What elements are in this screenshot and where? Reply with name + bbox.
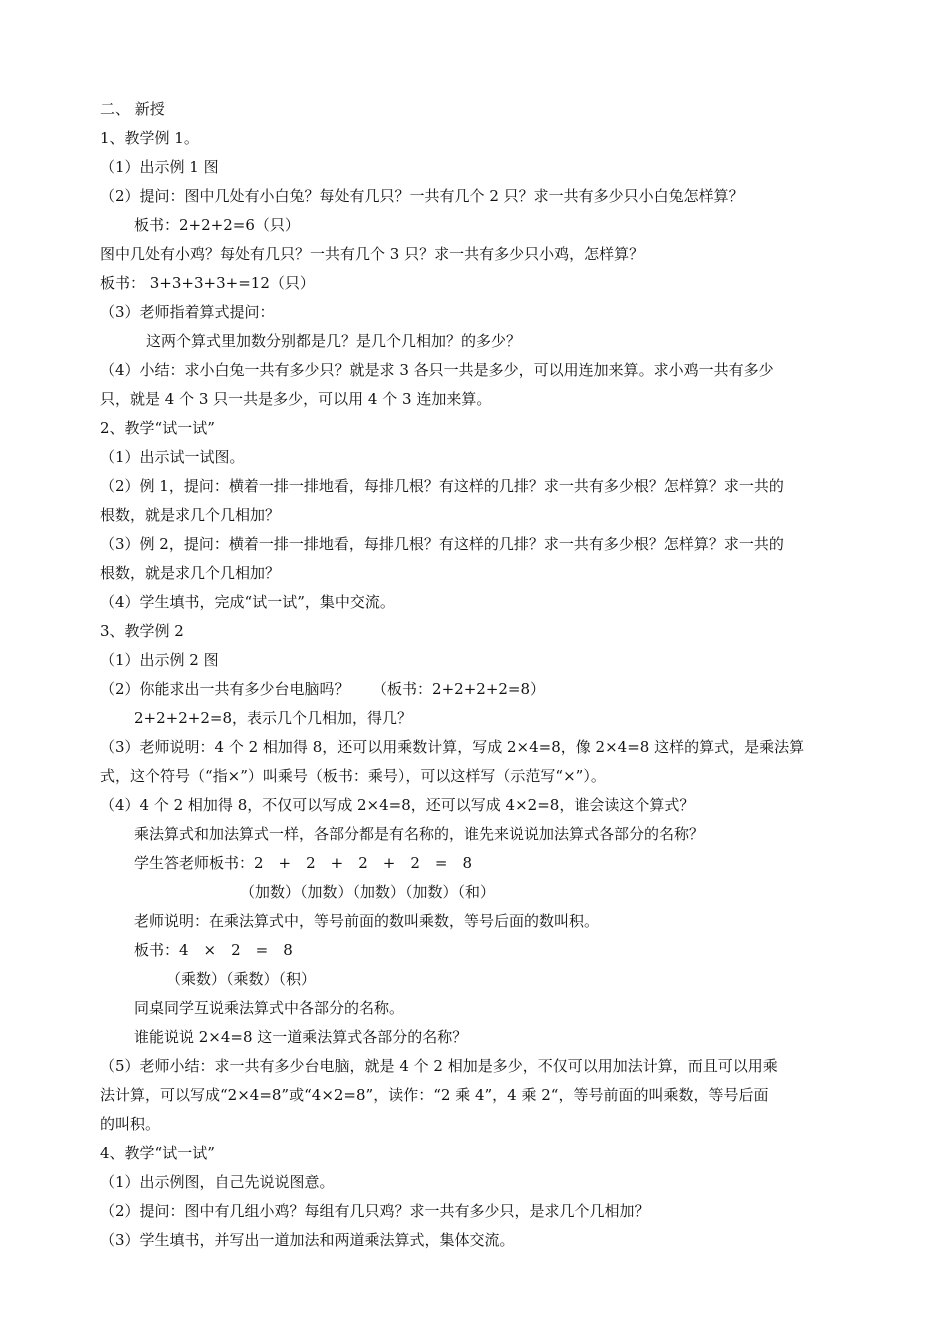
- text-line: （1）出示试一试图。: [100, 448, 245, 466]
- text-line: （3）老师说明：4 个 2 相加得 8，还可以用乘数计算，写成 2×4=8，像 2×4=8 这样的算式，是乘法算: [100, 738, 805, 756]
- subsection-heading: 3、教学例 2: [100, 622, 184, 640]
- text-line: 根数，就是求几个几相加？: [100, 506, 281, 524]
- text-line: （4）小结：求小白兔一共有多少只？就是求 3 各只一共是多少，可以用连加来算。求小鸡一共有多少: [100, 361, 774, 379]
- subsection-heading: 2、教学“试一试”: [100, 419, 215, 437]
- document-body: [100, 95, 860, 1255]
- text-line: （1）出示例 1 图: [100, 158, 219, 176]
- text-line: 2+2+2+2=8，表示几个几相加，得几？: [134, 709, 412, 727]
- text-line: （4）学生填书，完成“试一试”，集中交流。: [100, 593, 395, 611]
- text-line: 老师说明：在乘法算式中，等号前面的数叫乘数，等号后面的数叫积。: [134, 912, 600, 930]
- text-line: （3）例 2，提问：横着一排一排地看，每排几根？有这样的几排？求一共有多少根？怎样算？求一共的: [100, 535, 784, 553]
- section-heading: 二、 新授: [100, 100, 165, 118]
- text-line: 根数，就是求几个几相加？: [100, 564, 281, 582]
- addition-equation: 学生答老师板书：2 + 2 + 2 + 2 = 8: [134, 854, 472, 872]
- text-line: 板书： 3+3+3+3+=12（只）: [100, 274, 315, 292]
- text-line: 法计算，可以写成“2×4=8”或“4×2=8”，读作：“2 乘 4”，4 乘 2“，等号前面的叫乘数，等号后面: [100, 1086, 769, 1104]
- text-line: （1）出示例 2 图: [100, 651, 219, 669]
- text-line: （4）4 个 2 相加得 8，不仅可以写成 2×4=8，还可以写成 4×2=8，谁会读这个算式？: [100, 796, 695, 814]
- text-line: （2）提问：图中有几组小鸡？每组有几只鸡？求一共有多少只，是求几个几相加？: [100, 1202, 650, 1220]
- text-line: （2）提问：图中几处有小白兔？每处有几只？一共有几个 2 只？求一共有多少只小白兔怎样算？: [100, 187, 744, 205]
- text-line: （5）老师小结：求一共有多少台电脑，就是 4 个 2 相加是多少，不仅可以用加法计算，而且可以用乘: [100, 1057, 778, 1075]
- text-line: 这两个算式里加数分别都是几？是几个几相加？的多少？: [146, 332, 522, 350]
- text-line: 式，这个符号（“指×”）叫乘号（板书：乘号），可以这样写（示范写“×”）。: [100, 767, 606, 785]
- text-line: 乘法算式和加法算式一样，各部分都是有名称的，谁先来说说加法算式各部分的名称？: [134, 825, 705, 843]
- text-line: 谁能说说 2×4=8 这一道乘法算式各部分的名称？: [134, 1028, 468, 1046]
- text-line: 同桌同学互说乘法算式中各部分的名称。: [134, 999, 405, 1017]
- text-line: 图中几处有小鸡？每处有几只？一共有几个 3 只？求一共有多少只小鸡，怎样算？: [100, 245, 645, 263]
- text-line: （3）学生填书，并写出一道加法和两道乘法算式，集体交流。: [100, 1231, 515, 1249]
- text-line: （3）老师指着算式提问：: [100, 303, 275, 321]
- multiplication-part-names: （乘数）（乘数）（积）: [166, 970, 317, 988]
- subsection-heading: 4、教学“试一试”: [100, 1144, 215, 1162]
- text-line: 板书：2+2+2=6（只）: [134, 216, 300, 234]
- multiplication-equation: 板书：4 × 2 = 8: [134, 941, 293, 959]
- text-line: （2）你能求出一共有多少台电脑吗？ （板书：2+2+2+2=8）: [100, 680, 546, 698]
- text-line: （1）出示例图，自己先说说图意。: [100, 1173, 335, 1191]
- addition-part-names: （加数）（加数）（加数）（加数）（和）: [240, 883, 496, 901]
- text-line: （2）例 1，提问：横着一排一排地看，每排几根？有这样的几排？求一共有多少根？怎样算？求一共的: [100, 477, 784, 495]
- text-line: 的叫积。: [100, 1115, 161, 1133]
- subsection-heading: 1、教学例 1。: [100, 129, 199, 147]
- text-line: 只，就是 4 个 3 只一共是多少，可以用 4 个 3 连加来算。: [100, 390, 492, 408]
